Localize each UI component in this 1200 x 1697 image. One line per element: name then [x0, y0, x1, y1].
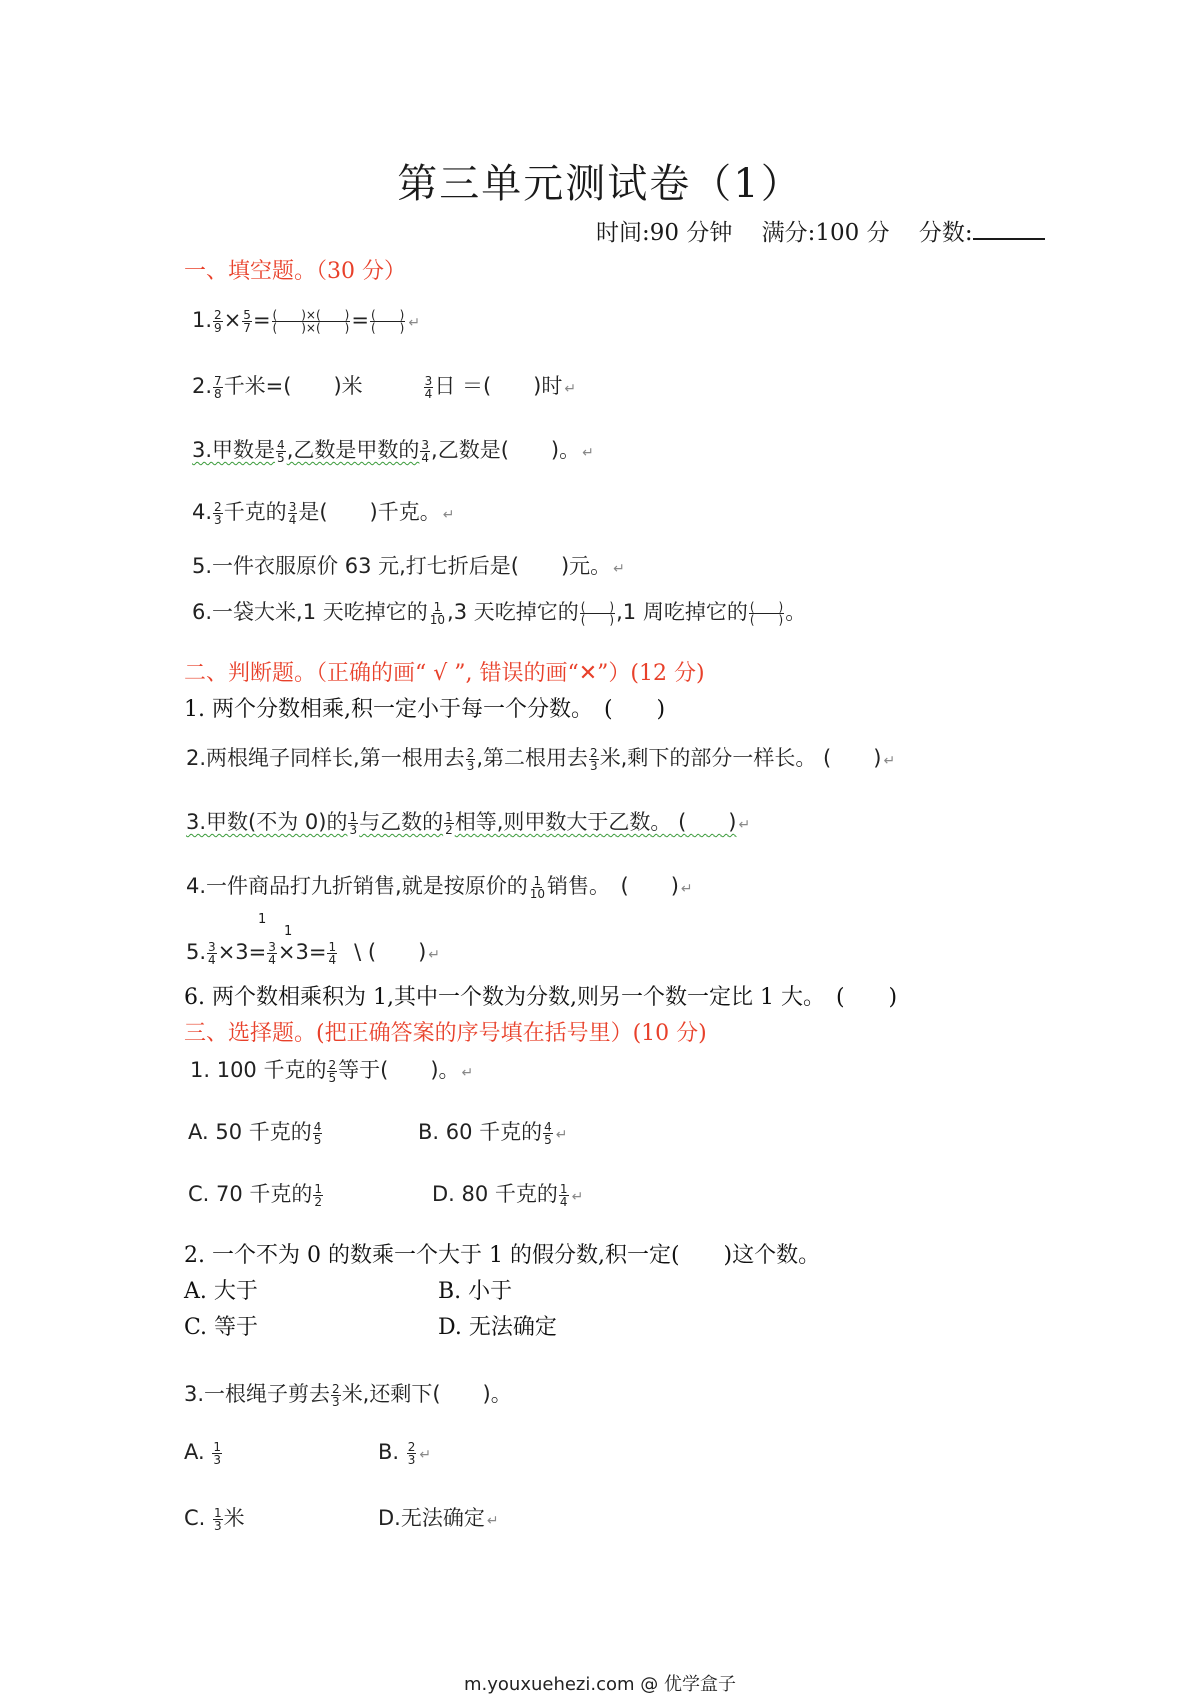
- fill-blank[interactable]: $\frac{( )}{( )}$: [370, 307, 405, 335]
- s1-question-3: 3.甲数是 $\frac{4}{5}$ ,乙数是甲数的 $\frac{3}{4}$ ,乙数是( )。 ↵: [192, 437, 594, 465]
- s2-question-3: 3.甲数(不为 0)的 $\frac{1}{3}$ 与乙数的 $\frac{1}{2}$ 相等,则甲数大于乙数。 ( ) ↵: [186, 809, 751, 837]
- option-d[interactable]: D. 无法确定: [438, 1315, 557, 1340]
- cancel-mark-1: 1: [258, 912, 267, 927]
- option-a[interactable]: A. 大于: [184, 1279, 258, 1304]
- section-1-heading: 一、填空题。（30 分）: [184, 259, 406, 284]
- option-b[interactable]: B. 小于: [438, 1279, 513, 1304]
- s2-question-4: 4.一件商品打九折销售,就是按原价的 $\frac{1}{10}$ 销售。 ( ) ↵: [186, 873, 693, 901]
- s1-question-4: 4. $\frac{2}{3}$ 千克的 $\frac{3}{4}$ 是( )千克。 ↵: [192, 499, 455, 527]
- option-a[interactable]: A. $\frac{1}{3}$: [184, 1439, 221, 1467]
- option-a[interactable]: A. 50 千克的 $\frac{4}{5}$: [188, 1119, 322, 1147]
- option-d[interactable]: D.无法确定 ↵: [378, 1506, 499, 1530]
- fill-blank[interactable]: $\frac{( )}{( )}$: [749, 599, 784, 627]
- option-d[interactable]: D. 80 千克的 $\frac{1}{4}$ ↵: [432, 1181, 584, 1209]
- s2-question-6: 6. 两个数相乘积为 1,其中一个数为分数,则另一个数一定比 1 大。 ( ): [184, 985, 898, 1010]
- s1-question-1: 1. $\frac{2}{9}$ × $\frac{5}{7}$ = $\frac{( )\times( )}{( )\times( )}$ = $\frac{( )}{( )}$ ↵: [192, 307, 421, 335]
- s1-question-5: 5.一件衣服原价 63 元,打七折后是( )元。 ↵: [192, 554, 625, 578]
- time-limit: 时间:90 分钟: [596, 220, 733, 246]
- option-c[interactable]: C. 70 千克的 $\frac{1}{2}$: [188, 1181, 323, 1209]
- fill-blank[interactable]: $\frac{( )}{( )}$: [580, 599, 615, 627]
- option-b[interactable]: B. $\frac{2}{3}$ ↵: [378, 1439, 432, 1467]
- s2-question-5: 5. $\frac{3}{4}$ ×3= $\frac{3}{4}$ ×3= $\frac{1}{4}$ \ ( ) ↵: [186, 939, 440, 967]
- option-c[interactable]: C. 等于: [184, 1315, 259, 1340]
- s2-question-2: 2.两根绳子同样长,第一根用去 $\frac{2}{3}$ ,第二根用去 $\frac{2}{3}$ 米,剩下的部分一样长。 ( ) ↵: [186, 745, 896, 773]
- s3-question-2: 2. 一个不为 0 的数乘一个大于 1 的假分数,积一定( )这个数。: [184, 1243, 821, 1268]
- score-blank[interactable]: [973, 218, 1045, 240]
- s2-question-1: 1. 两个分数相乘,积一定小于每一个分数。 ( ): [184, 697, 666, 722]
- s3-question-3: 3.一根绳子剪去 $\frac{2}{3}$ 米,还剩下( )。: [184, 1381, 512, 1409]
- option-c[interactable]: C. $\frac{1}{3}$ 米: [184, 1505, 245, 1533]
- s1-question-6: 6.一袋大米,1 天吃掉它的 $\frac{1}{10}$ ,3 天吃掉它的 $\frac{( )}{( )}$ ,1 周吃掉它的 $\frac{( )}{( )}$ 。: [192, 599, 807, 627]
- section-2-heading: 二、判断题。（正确的画“ √ ”, 错误的画“✕”）(12 分): [184, 661, 705, 686]
- page-title: 第三单元测试卷（1）: [397, 161, 803, 207]
- exam-meta: [596, 214, 1045, 247]
- section-3-heading: 三、选择题。(把正确答案的序号填在括号里）(10 分): [184, 1021, 707, 1046]
- s3-question-1: 1. 100 千克的 $\frac{2}{5}$ 等于( )。 ↵: [190, 1057, 474, 1085]
- full-score: 满分:100 分: [761, 220, 890, 246]
- option-b[interactable]: B. 60 千克的 $\frac{4}{5}$ ↵: [418, 1119, 568, 1147]
- fill-blank[interactable]: $\frac{( )\times( )}{( )\times( )}$: [272, 307, 350, 335]
- footer-watermark: m.youxuehezi.com @ 优学盒子: [463, 1674, 736, 1695]
- score-label: 分数:: [918, 220, 973, 246]
- s1-question-2: 2. $\frac{7}{8}$ 千米=( )米 $\frac{3}{4}$ 日 ＝( )时 ↵: [192, 373, 577, 401]
- cancel-mark-2: 1: [284, 924, 293, 939]
